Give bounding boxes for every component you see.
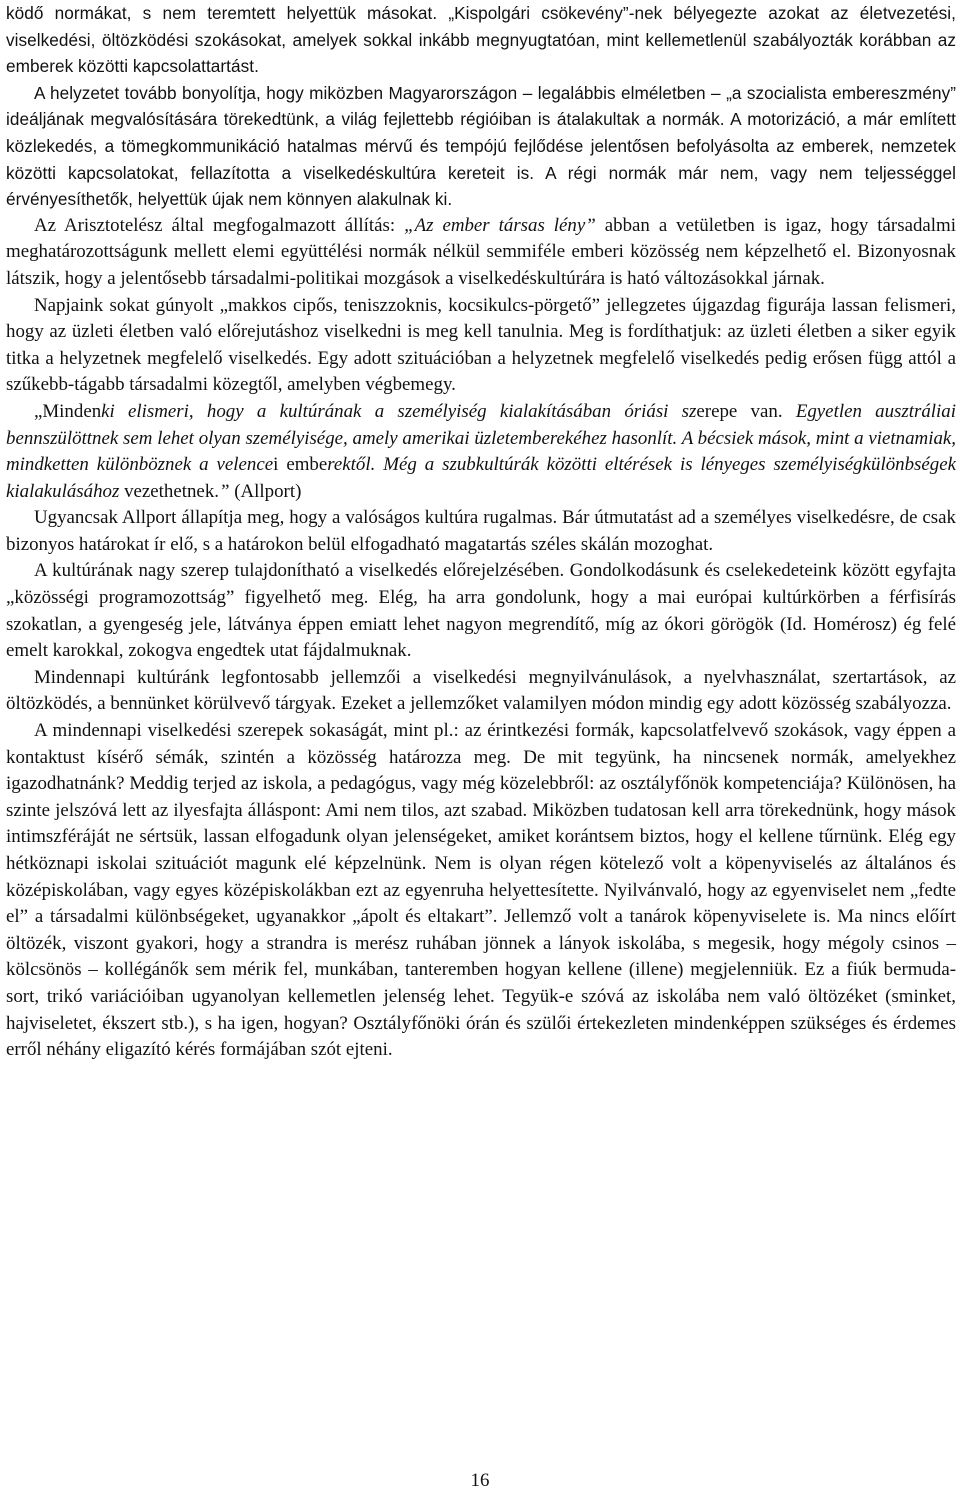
document-body (6, 0, 956, 1064)
text-segment: (Allport) (229, 480, 302, 502)
paragraph (6, 293, 956, 399)
text-segment: Ugyancsak Allport állapítja meg, hogy a valóságos kultúra rugalmas. Bár útmutatást ad a személyes viselkedésre, de csak bizonyos határokat ír elő, s a határokon belül elfogadható magatartás széles skálán mozoghat. (6, 507, 956, 555)
text-segment: A helyzetet tovább bonyolítja, hogy miközben Magyarországon – legalábbis elméletben – „a szocialista embereszmény” ideáljának megvalósítására törekedtünk, a világ fejlettebb régióiban is átalakultak a normák. (6, 82, 956, 130)
italic-text-segment: ki elismeri, hogy a kultúrának a személyiség kialakításában óriási sz (101, 400, 697, 422)
italic-text-segment: Egyetlen ausztráliai bennszülöttnek sem lehet olyan személyisége, amely amerikai üzletemberekéhez hasonlít. A bécsiek mások, mint a vietnamiak, mindketten különböznek a velence (6, 400, 956, 476)
paragraph (6, 505, 956, 558)
italic-text-segment: ” (219, 480, 230, 502)
text-segment: i embe (273, 454, 328, 476)
text-segment: Napjaink sokat gúnyolt „makkos cipős, teniszzoknis, kocsikulcs-pörgető” jellegzetes újgazdag figurája lassan felismeri, hogy az üzleti életben való előrejutáshoz viselkedni is meg kell tanulnia. Meg is fordíthatjuk: az üzleti életben a siker egyik titka a helyzetnek megfelelő viselkedés. Egy adott szituációban a helyzetnek megfelelő viselkedés pedig erősen függ attól a szűkebb-tágabb társadalmi közegtől, amelyben végbemegy. (6, 294, 956, 396)
paragraph (6, 399, 956, 505)
text-segment: Mindennapi kultúránk legfontosabb jellemzői a viselkedési megnyilvánulások, a nyelvhasználat, szertartások, az öltözködés, a bennünket körülvevő tárgyak. Ezeket a jellemzőket valamilyen módon mindig egy adott közösség szabályozza. (6, 666, 956, 715)
italic-text-segment: rektől. Még a szubkultúrák közötti eltérések is lényeges személyiségkülönbségek kialakulásához (6, 454, 956, 502)
paragraph (6, 80, 956, 213)
text-segment: A mindennapi viselkedési szerepek sokaságát, mint pl.: az érintkezési formák, kapcsolatfelvevő szokások, vagy éppen a kontaktust kísérő sémák, szintén a közösség határozza meg. De mit tegyünk, ha nincsenek normák, amelyekhez igazodhatnánk? Meddig terjed az iskola, a pedagógus, vagy még közelebbről: az osztályfőnök kompetenciája? Különösen, ha szinte jelszóvá lett az ilyesfajta álláspont: Ami nem tilos, azt szabad. Miközben tudatosan kell arra törekednünk, hogy mások intimszféráját ne sértsük, lassan elfogadunk olyan jelenségeket, amiket korántsem biztos, hogy el kellene tűrnünk. Elég egy hétköznapi iskolai szituációt magunk elé képzelnünk. Nem is olyan régen kötelező volt a köpenyviselés az általános és középiskolában, vagy egyes középiskolákban ezt az egyenruha helyettesítette. Nyilvánvaló, hogy az egyenviselet nem „fedte el” a társadalmi különbségeket, ugyanakkor „ápolt és eltakart”. Jellemző volt a tanárok köpenyviselete is. Ma nincs előírt öltözék, viszont gyakori, hogy a strandra is merész ruhában jönnek a lányok iskolába, s megesik, hogy mégoly csinos – kölcsönös – kollégánők sem mérik fel, munkában, tanteremben hogyan kellene (illene) megjelenniük. Ez a fiúk bermuda-sort, trikó variációiban ugyanolyan kellemetlen jelenség lehet. Tegyük-e szóvá az iskolába nem való öltözéket (sminket, hajviseletet, ékszert stb.), s ha igen, hogyan? Osztályfőnöki órán és szülői értekezleten mindenképpen szükséges és érdemes erről néhány eligazító kérés formájában szót ejteni. (6, 720, 956, 1061)
text-segment: „Minden (34, 400, 102, 422)
text-segment: A motorizáció, a már említett közlekedés, a tömegkommunikáció hatalmas mérvű és tempójú fejlődése jelentősen befolyásolta az emberek, nemzetek közötti kapcsolatokat, fellazította a viselkedéskultúra kereteit is. (6, 109, 956, 183)
paragraph (6, 213, 956, 293)
text-segment: Az Arisztotelész által megfogalmazott állítás: (34, 214, 405, 236)
text-segment: vezethetnek. (124, 480, 219, 502)
text-segment: abban a vetületben is igaz, hogy társadalmi meghatározottságunk mellett elemi együttélési normák nélkül semmiféle emberi közösség nem képzelhető el. Bizonyosnak látszik, hogy a jelentősebb társadalmi-politikai mozgások a viselkedéskultúrára is ható változásokkal járnak. (6, 214, 956, 289)
text-segment: ködő normákat, s nem teremtett helyettük másokat. „Kispolgári csökevény”-nek bélyegezte azokat az életvezetési, viselkedési, öltözködési szokásokat, amelyek sokkal inkább megnyugtatóan, mint kellemetlenül szabályozták korábban az emberek közötti kapcsolattartást. (6, 3, 956, 77)
page-number: 16 (470, 1470, 490, 1491)
paragraph (6, 718, 956, 1064)
italic-text-segment: „Az ember társas lény” (404, 214, 596, 236)
text-segment: erepe van. (696, 400, 796, 422)
paragraph (6, 665, 956, 718)
paragraph (6, 558, 956, 664)
paragraph (6, 0, 956, 80)
text-segment: A kultúrának nagy szerep tulajdonítható a viselkedés előrejelzésében. Gondolkodásunk és cselekedeteink között egyfajta „közösségi programozottság” figyelhető meg. Elég, ha arra gondolunk, hogy a mai európai kultúrkörben a férfisírás szokatlan, a gyengeség jele, látványa éppen emiatt lehet nagyon megrendítő, míg az ókori görögök (Id. Homérosz) ég felé emelt karokkal, zokogva engedtek utat fájdalmuknak. (6, 560, 956, 662)
text-segment: A régi normák már nem, vagy nem teljességgel érvényesíthetők, helyettük újak nem könnyen alakulnak ki. (6, 162, 957, 210)
